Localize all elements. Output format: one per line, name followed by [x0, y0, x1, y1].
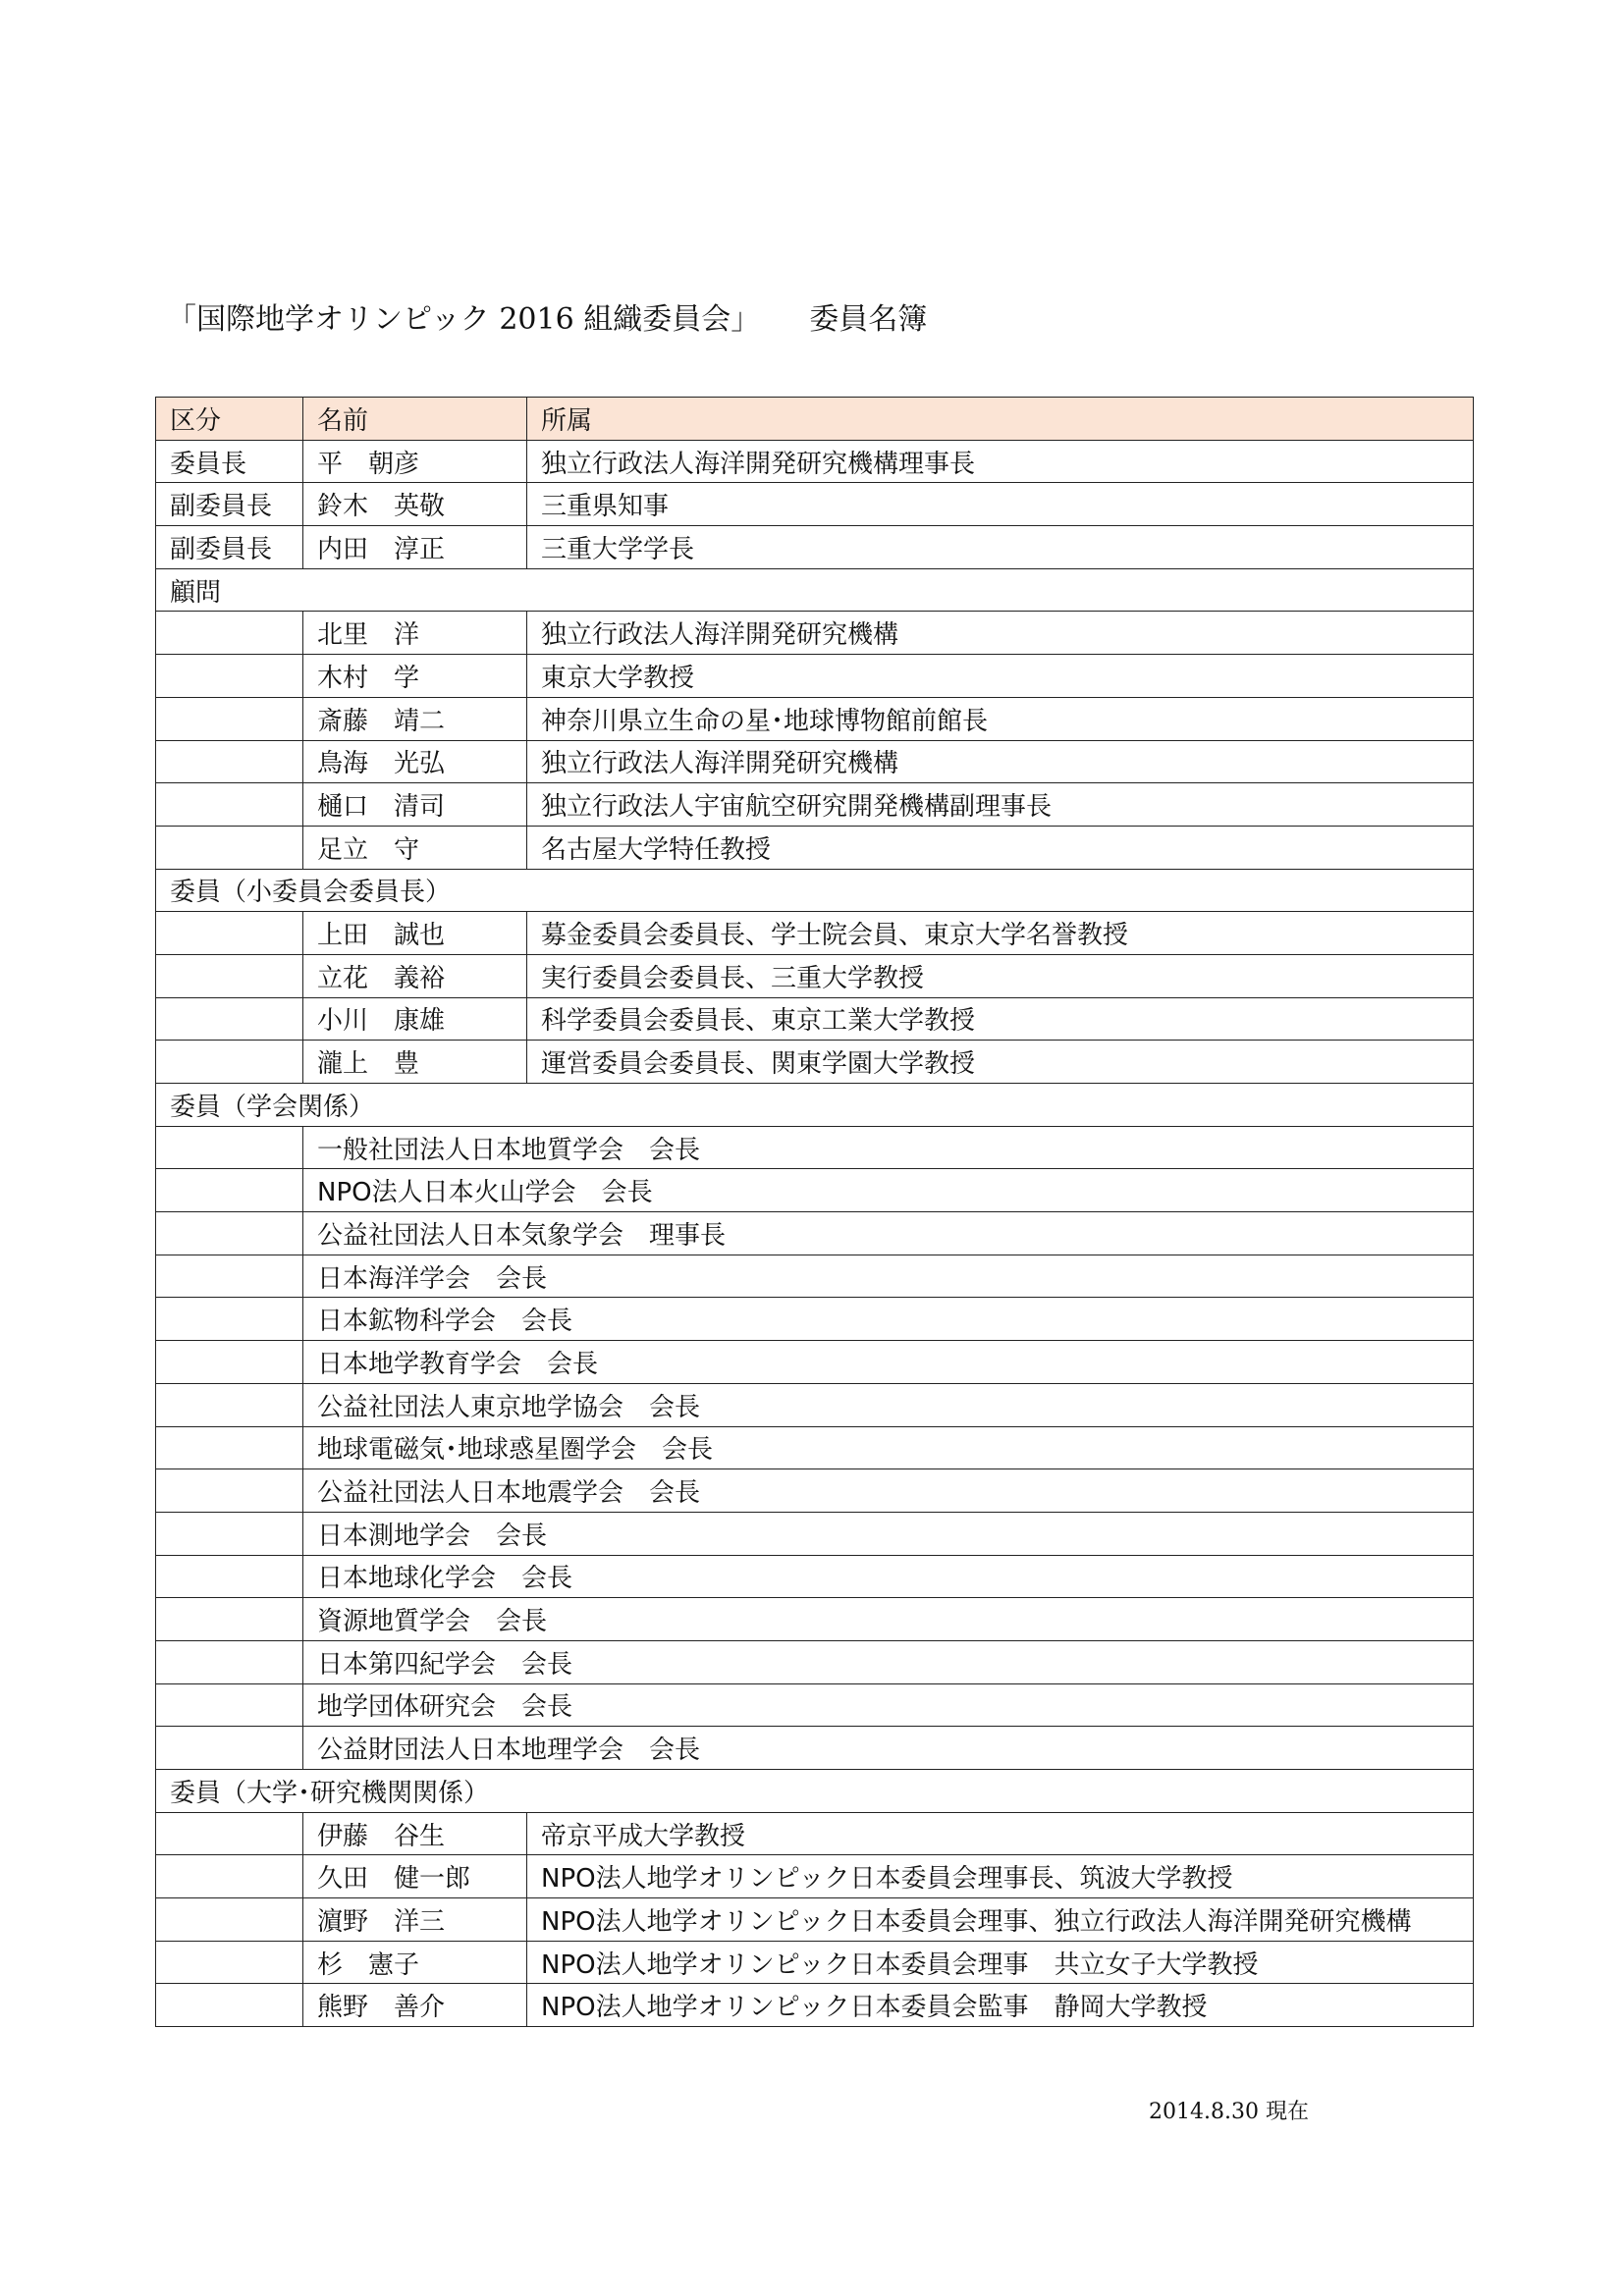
table-row [156, 697, 1474, 740]
category-cell [156, 1512, 303, 1555]
organization-cell: 地球電磁気･地球惑星圏学会 会長 [303, 1426, 1474, 1469]
affiliation-cell: 運営委員会委員長、関東学園大学教授 [527, 1041, 1474, 1084]
as-of-date: 2014.8.30 現在 [1149, 2100, 1309, 2124]
table-row [156, 954, 1474, 997]
table-row [156, 783, 1474, 827]
name-cell: 木村 学 [303, 655, 527, 698]
section-label: 委員（小委員会委員長） [156, 869, 1474, 912]
table-row [156, 440, 1474, 483]
page-title [167, 294, 927, 338]
affiliation-cell: 独立行政法人宇宙航空研究開発機構副理事長 [527, 783, 1474, 827]
table-row [156, 826, 1474, 869]
table-row [156, 655, 1474, 698]
organization-cell: 日本海洋学会 会長 [303, 1255, 1474, 1298]
table-header-row [156, 398, 1474, 441]
organization-cell: 日本地球化学会 会長 [303, 1555, 1474, 1598]
category-cell [156, 1640, 303, 1683]
organization-cell: 公益財団法人日本地理学会 会長 [303, 1727, 1474, 1770]
organization-cell: 日本地学教育学会 会長 [303, 1341, 1474, 1384]
table-row [156, 1298, 1474, 1341]
name-cell: 鈴木 英敬 [303, 483, 527, 526]
organization-cell: 地学団体研究会 会長 [303, 1683, 1474, 1727]
affiliation-cell: 三重大学学長 [527, 526, 1474, 569]
member-table-body [156, 398, 1474, 2027]
category-cell [156, 1169, 303, 1212]
affiliation-cell: 独立行政法人海洋開発研究機構理事長 [527, 440, 1474, 483]
category-cell [156, 1683, 303, 1727]
affiliation-cell: NPO法人地学オリンピック日本委員会監事 静岡大学教授 [527, 1984, 1474, 2027]
affiliation-cell: NPO法人地学オリンピック日本委員会理事、独立行政法人海洋開発研究機構 [527, 1898, 1474, 1942]
table-row [156, 1727, 1474, 1770]
table-row [156, 1598, 1474, 1641]
organization-cell: 資源地質学会 会長 [303, 1598, 1474, 1641]
table-row [156, 997, 1474, 1041]
table-row [156, 526, 1474, 569]
table-row [156, 1855, 1474, 1898]
category-cell [156, 1469, 303, 1513]
name-cell: 内田 淳正 [303, 526, 527, 569]
category-cell: 副委員長 [156, 526, 303, 569]
document-subtitle: 委員名簿 [809, 302, 928, 337]
name-cell: 久田 健一郎 [303, 1855, 527, 1898]
organization-cell: 公益社団法人日本地震学会 会長 [303, 1469, 1474, 1513]
header-affiliation: 所属 [527, 398, 1474, 441]
category-cell [156, 1598, 303, 1641]
table-row [156, 1640, 1474, 1683]
category-cell [156, 1383, 303, 1426]
table-row [156, 1126, 1474, 1169]
category-cell [156, 1255, 303, 1298]
category-cell [156, 1812, 303, 1855]
category-cell [156, 740, 303, 783]
organization-cell: 日本測地学会 会長 [303, 1512, 1474, 1555]
name-cell: 足立 守 [303, 826, 527, 869]
category-cell [156, 1941, 303, 1984]
table-row [156, 740, 1474, 783]
table-row [156, 1812, 1474, 1855]
name-cell: 樋口 清司 [303, 783, 527, 827]
category-cell [156, 997, 303, 1041]
section-row [156, 869, 1474, 912]
category-cell [156, 1727, 303, 1770]
organization-cell: 一般社団法人日本地質学会 会長 [303, 1126, 1474, 1169]
name-cell: 熊野 善介 [303, 1984, 527, 2027]
category-cell [156, 912, 303, 955]
category-cell [156, 1984, 303, 2027]
table-row [156, 1683, 1474, 1727]
section-label: 委員（学会関係） [156, 1084, 1474, 1127]
section-label: 顧問 [156, 568, 1474, 612]
name-cell: 伊藤 谷生 [303, 1812, 527, 1855]
affiliation-cell: 独立行政法人海洋開発研究機構 [527, 612, 1474, 655]
header-category: 区分 [156, 398, 303, 441]
name-cell: 濵野 洋三 [303, 1898, 527, 1942]
table-row [156, 1212, 1474, 1255]
name-cell: 上田 誠也 [303, 912, 527, 955]
table-row [156, 1383, 1474, 1426]
affiliation-cell: 科学委員会委員長、東京工業大学教授 [527, 997, 1474, 1041]
category-cell [156, 1298, 303, 1341]
name-cell: 斎藤 靖二 [303, 697, 527, 740]
organization-cell: NPO法人日本火山学会 会長 [303, 1169, 1474, 1212]
category-cell [156, 1126, 303, 1169]
table-row [156, 1941, 1474, 1984]
organization-cell: 公益社団法人東京地学協会 会長 [303, 1383, 1474, 1426]
affiliation-cell: 東京大学教授 [527, 655, 1474, 698]
category-cell [156, 612, 303, 655]
affiliation-cell: 神奈川県立生命の星･地球博物館前館長 [527, 697, 1474, 740]
table-row [156, 483, 1474, 526]
table-row [156, 1469, 1474, 1513]
affiliation-cell: NPO法人地学オリンピック日本委員会理事長、筑波大学教授 [527, 1855, 1474, 1898]
name-cell: 北里 洋 [303, 612, 527, 655]
table-row [156, 1041, 1474, 1084]
section-row [156, 1084, 1474, 1127]
category-cell [156, 1855, 303, 1898]
organization-cell: 公益社団法人日本気象学会 理事長 [303, 1212, 1474, 1255]
name-cell: 瀧上 豊 [303, 1041, 527, 1084]
category-cell [156, 783, 303, 827]
affiliation-cell: 名古屋大学特任教授 [527, 826, 1474, 869]
name-cell: 鳥海 光弘 [303, 740, 527, 783]
category-cell [156, 1341, 303, 1384]
table-row [156, 1555, 1474, 1598]
affiliation-cell: 実行委員会委員長、三重大学教授 [527, 954, 1474, 997]
category-cell [156, 1555, 303, 1598]
affiliation-cell: 独立行政法人海洋開発研究機構 [527, 740, 1474, 783]
category-cell [156, 1212, 303, 1255]
affiliation-cell: NPO法人地学オリンピック日本委員会理事 共立女子大学教授 [527, 1941, 1474, 1984]
section-label: 委員（大学･研究機関関係） [156, 1770, 1474, 1813]
category-cell [156, 1898, 303, 1942]
table-row [156, 1512, 1474, 1555]
name-cell: 立花 義裕 [303, 954, 527, 997]
document-title: 「国際地学オリンピック 2016 組織委員会」 [167, 302, 761, 337]
table-row [156, 1341, 1474, 1384]
name-cell: 小川 康雄 [303, 997, 527, 1041]
affiliation-cell: 募金委員会委員長、学士院会員、東京大学名誉教授 [527, 912, 1474, 955]
member-table [155, 397, 1474, 2027]
header-name: 名前 [303, 398, 527, 441]
table-row [156, 912, 1474, 955]
affiliation-cell: 帝京平成大学教授 [527, 1812, 1474, 1855]
category-cell [156, 697, 303, 740]
table-row [156, 1984, 1474, 2027]
section-row [156, 1770, 1474, 1813]
organization-cell: 日本鉱物科学会 会長 [303, 1298, 1474, 1341]
category-cell [156, 954, 303, 997]
section-row [156, 568, 1474, 612]
affiliation-cell: 三重県知事 [527, 483, 1474, 526]
table-row [156, 1426, 1474, 1469]
category-cell [156, 826, 303, 869]
organization-cell: 日本第四紀学会 会長 [303, 1640, 1474, 1683]
name-cell: 杉 憲子 [303, 1941, 527, 1984]
category-cell [156, 1041, 303, 1084]
category-cell: 委員長 [156, 440, 303, 483]
table-row [156, 1898, 1474, 1942]
table-row [156, 1169, 1474, 1212]
category-cell [156, 1426, 303, 1469]
name-cell: 平 朝彦 [303, 440, 527, 483]
category-cell: 副委員長 [156, 483, 303, 526]
category-cell [156, 655, 303, 698]
table-row [156, 612, 1474, 655]
table-row [156, 1255, 1474, 1298]
